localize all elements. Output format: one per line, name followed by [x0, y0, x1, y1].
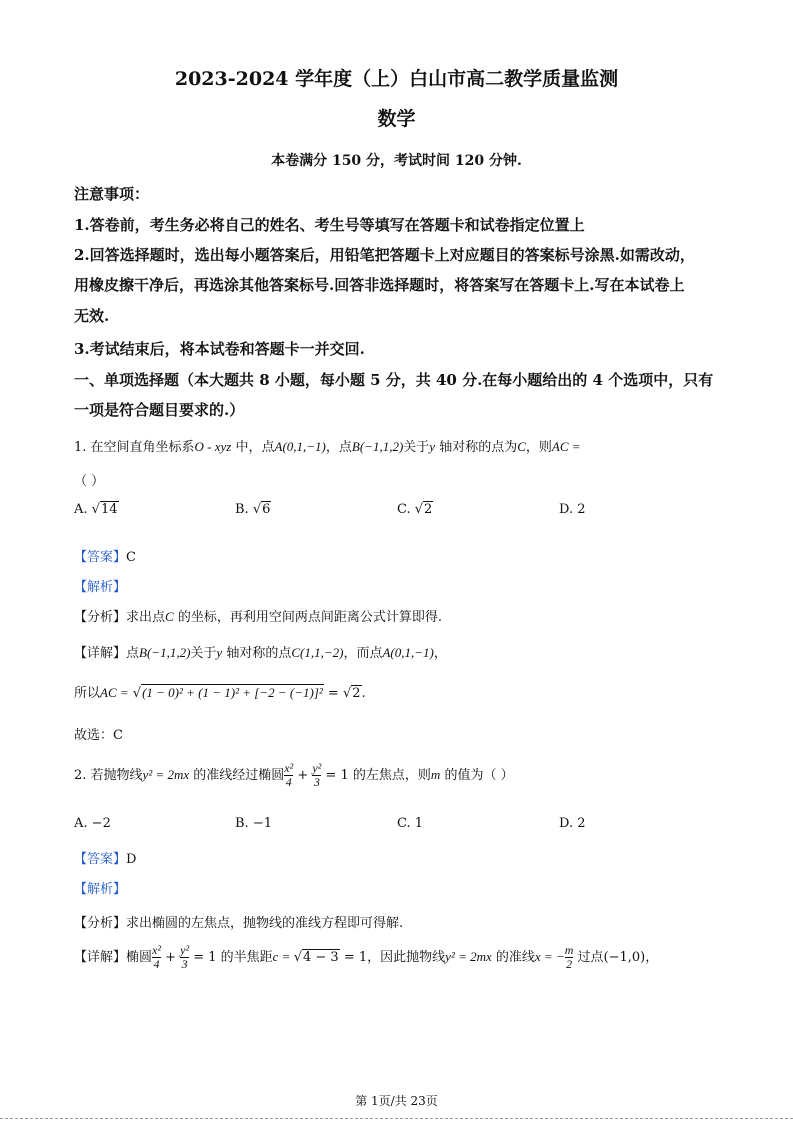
detail-ellipse-term-x: [152, 944, 161, 971]
brief-point-c: C: [165, 609, 174, 624]
detail-plus: +: [160, 950, 181, 965]
q1-point-c: C: [517, 439, 526, 454]
brief-tag: 【分析】: [74, 916, 127, 931]
frac-denominator: 3: [181, 957, 188, 971]
notice-item-2-line-1: 2.回答选择题时，选出每小题答案后，用铅笔把答题卡上对应题目的答案标号涂黑.如需改动，: [74, 246, 695, 264]
q2-option-c: [397, 816, 423, 831]
detail-ellipse-term-y: [180, 944, 189, 971]
brief-text: 求出点: [126, 610, 166, 625]
q2-equals: = 1: [321, 768, 349, 783]
q2-ellipse-term-x: [284, 762, 293, 789]
q1-target: AC =: [551, 439, 581, 454]
frac-numerator: x²: [152, 943, 161, 957]
q1-text: ，则: [525, 440, 552, 455]
answer-tag: 【答案】: [74, 550, 127, 565]
q1-point-b: B(−1,1,2): [351, 439, 404, 454]
brief-text: 的坐标，再利用空间两点间距离公式计算即得.: [173, 610, 442, 625]
detail-point-a: A(0,1,−1): [382, 645, 434, 660]
frac-numerator: m: [564, 943, 574, 957]
detail-point-c: C(1,1,−2): [291, 645, 344, 660]
q1-option-c: C. √2: [397, 502, 433, 517]
q1-option-a: A. √14: [74, 502, 118, 517]
option-label: B.: [235, 816, 249, 831]
option-value: −2: [91, 816, 111, 831]
q2-option-b: [235, 816, 272, 831]
bottom-divider: [0, 1118, 793, 1119]
notice-item-2-line-2: 用橡皮擦干净后，再选涂其他答案标号.回答非选择题时，将答案写在答题卡上.写在本试卷上: [74, 276, 685, 294]
q2-plus: +: [293, 768, 313, 783]
formula-radicand: (1 − 0)² + (1 − 1)² + [−2 − (−1)]²: [142, 685, 323, 700]
detail-text: 点: [126, 646, 140, 661]
option-value: 14: [100, 502, 118, 517]
q1-answer: [74, 546, 136, 565]
answer-value: D: [126, 852, 137, 867]
option-value: 2: [577, 816, 586, 831]
q2-parabola: y² = 2mx: [142, 767, 190, 782]
notice-item-1: 1.答卷前，考生务必将自己的姓名、考生号等填写在答题卡和试卷指定位置上: [74, 216, 585, 234]
directrix-lhs: x = −: [534, 949, 565, 964]
option-value: 2: [424, 502, 433, 517]
q1-distance-formula: 所以AC = √(1 − 0)² + (1 − 1)² + [−2 − (−1)]² = √2.: [74, 685, 366, 701]
detail-parabola: y² = 2mx: [445, 949, 492, 964]
detail-tag: 【详解】: [74, 646, 127, 661]
section-heading-line-2: 一项是符合题目要求的.）: [74, 401, 245, 419]
q2-answer: [74, 848, 136, 867]
q1-brief: [74, 606, 442, 625]
option-value: 1: [414, 816, 424, 831]
option-value: −1: [252, 816, 272, 831]
frac-numerator: y²: [180, 943, 190, 957]
detail-equals: = 1: [189, 950, 217, 965]
q1-coordinate-system: O - xyz: [194, 439, 232, 454]
frac-denominator: 3: [313, 775, 320, 789]
q2-text: 2. 若抛物线: [74, 768, 143, 783]
q2-text: 的左焦点，则: [348, 768, 431, 783]
q1-option-b: B. √6: [235, 502, 271, 517]
formula-text: 所以: [74, 686, 101, 701]
exam-note: 本卷满分 150 分，考试时间 120 分钟.: [271, 153, 522, 169]
detail-text: 的半焦距: [216, 950, 273, 965]
q2-detail: 【详解】椭圆 $\frac{\text{x²}}{4}$ + $\frac{\text{y²}}{3}$ = 1 的半焦距c = √4 − 3 = 1，因此抛物线y² = 2mx 的准线x = − $\frac{m}{2}$ 过点(−1,0)，: [74, 943, 659, 971]
q1-choice: 故选：C: [74, 728, 123, 743]
q1-option-d: [559, 502, 586, 517]
answer-tag: 【答案】: [74, 852, 127, 867]
option-label: C.: [397, 502, 411, 517]
option-label: A.: [74, 816, 88, 831]
q1-text: 1. 在空间直角坐标系: [74, 440, 195, 455]
focal-result: = 1: [339, 950, 368, 965]
q1-text: 轴对称的点为: [435, 440, 518, 455]
q2-option-a: [74, 816, 111, 831]
frac-denominator: 4: [285, 775, 292, 789]
notices-heading: 注意事项：: [74, 185, 150, 203]
frac-numerator: y²: [312, 761, 322, 775]
section-heading-line-1: 一、单项选择题（本大题共 8 小题，每小题 5 分，共 40 分.在每小题给出的 4 个选项中，只有: [74, 371, 714, 389]
notice-item-2-line-3: 无效.: [74, 307, 110, 325]
q2-text: 的准线经过椭圆: [189, 768, 285, 783]
detail-text: ，: [645, 950, 659, 965]
option-label: C.: [397, 816, 411, 831]
detail-point: (−1,0): [603, 950, 646, 965]
detail-tag: 【详解】: [74, 950, 127, 965]
formula-lhs: AC =: [100, 685, 129, 700]
detail-text: 过点: [573, 950, 604, 965]
answer-value: C: [126, 550, 136, 565]
q1-text: 中，点: [231, 440, 275, 455]
q2-text: 的值为（ ）: [440, 768, 514, 783]
q1-point-a: A(0,1,−1): [274, 439, 326, 454]
detail-text: 椭圆: [126, 950, 153, 965]
detail-point-b: B(−1,1,2): [139, 645, 191, 660]
frac-numerator: x²: [284, 761, 294, 775]
q1-analysis-tag: 【解析】: [74, 580, 127, 595]
detail-axis: y: [216, 645, 223, 660]
question-1-stem: [74, 436, 581, 455]
exam-title: 2023-2024 学年度（上）白山市高二教学质量监测: [174, 68, 619, 90]
q1-text: ，点: [325, 440, 352, 455]
formula-result: 2: [352, 686, 361, 701]
frac-denominator: 2: [566, 957, 573, 971]
q1-text: 关于: [403, 440, 430, 455]
question-1-answer-paren: （ ）: [74, 474, 105, 489]
option-label: A.: [74, 502, 88, 517]
frac-denominator: 4: [153, 957, 160, 971]
q2-analysis-tag: 【解析】: [74, 882, 127, 897]
option-label: D.: [559, 502, 574, 517]
q1-axis: y: [429, 439, 436, 454]
option-value: 6: [262, 502, 271, 517]
focal-radicand: 4 − 3: [303, 950, 339, 965]
option-value: 2: [577, 502, 586, 517]
option-label: D.: [559, 816, 574, 831]
detail-text: 轴对称的点: [222, 646, 292, 661]
q2-variable-m: m: [430, 767, 441, 782]
q2-ellipse-term-y: [312, 762, 321, 789]
page-footer: 第 1页/共 23页: [355, 1094, 438, 1108]
subject-title: 数学: [377, 108, 416, 130]
question-2-stem: [74, 762, 514, 789]
detail-text: 的准线: [491, 950, 535, 965]
detail-text: ，: [433, 646, 447, 661]
formula-end: .: [361, 686, 366, 701]
notice-item-3: 3.考试结束后，将本试卷和答题卡一并交回.: [74, 340, 365, 358]
option-label: B.: [235, 502, 249, 517]
detail-text: 关于: [190, 646, 217, 661]
detail-text: ，因此抛物线: [367, 950, 446, 965]
formula-equals: =: [323, 686, 343, 701]
brief-tag: 【分析】: [74, 610, 127, 625]
q1-detail: [74, 642, 447, 661]
focal-lhs: c =: [272, 949, 294, 964]
q2-option-d: [559, 816, 586, 831]
detail-text: ，而点: [343, 646, 383, 661]
brief-text: 求出椭圆的左焦点，抛物线的准线方程即可得解.: [126, 916, 404, 931]
q2-brief: [74, 912, 403, 931]
